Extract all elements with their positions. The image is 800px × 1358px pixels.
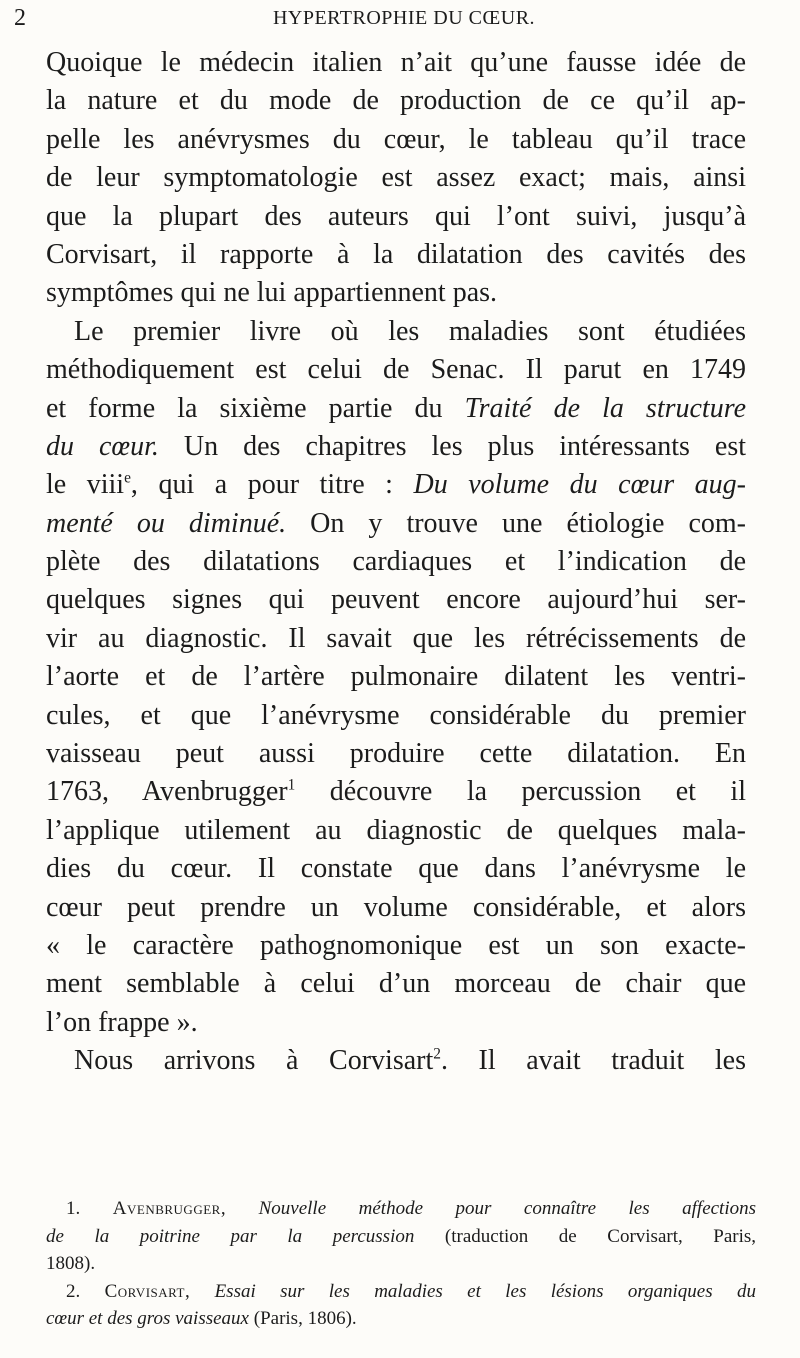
footnote-title: cœur et des gros vaisseaux [46, 1308, 249, 1329]
text-line [46, 1042, 746, 1080]
chapter-title: Du volume du cœur aug- [413, 469, 747, 501]
footnote-ref: 2 [433, 1045, 441, 1063]
text-line [46, 773, 746, 811]
footnote-1-line: 1808). [46, 1253, 96, 1274]
footnote-marker: 1. [66, 1198, 81, 1219]
footnote-title: Nouvelle méthode pour connaître les affections [258, 1198, 757, 1219]
text-run: Un des chapitres les plus intéressants est [183, 430, 747, 462]
text-line: Le premier livre où les maladies sont étudiées [74, 315, 746, 347]
footnote-note: (traduction de Corvisart, Paris, [444, 1225, 757, 1247]
text-run: , qui a pour titre : [130, 469, 393, 501]
text-line: quelques signes qui peuvent encore aujourd’hui ser- [46, 584, 746, 616]
footnote-note: (Paris, 1806). [253, 1308, 357, 1329]
text-line [46, 505, 746, 543]
text-run: On y trouve une étiologie com- [310, 507, 746, 539]
footnote-author: Avenbrugger, [112, 1198, 227, 1219]
text-run: Nous arrivons à Corvisart [74, 1045, 434, 1077]
text-run: découvre la percussion et il [295, 776, 746, 808]
footnote-title: de la poitrine par la percussion [46, 1225, 415, 1247]
text-line: ment semblable à celui d’un morceau de chair que [46, 968, 746, 1000]
text-run: 1763, Avenbrugger [46, 776, 288, 808]
footnotes [46, 1195, 756, 1333]
text-line [46, 390, 746, 428]
text-line: de leur symptomatologie est assez exact; mais, ainsi [46, 162, 746, 194]
text-line: la nature et du mode de production de ce qu’il ap- [46, 85, 746, 117]
superscript: e [124, 469, 131, 487]
text-line: cœur peut prendre un volume considérable, et alors [46, 891, 746, 923]
page-header [14, 5, 774, 37]
text-line: dies du cœur. Il constate que dans l’anévrysme le [46, 853, 746, 885]
text-line: Corvisart, il rapporte à la dilatation des cavités des [46, 238, 746, 270]
text-run: et forme la sixième partie du [46, 392, 443, 424]
text-line: l’applique utilement au diagnostic de quelques mala- [46, 814, 746, 846]
chapter-title: menté ou diminué. [46, 507, 287, 539]
footnote-ref: 1 [287, 777, 296, 795]
text-line: cules, et que l’anévrysme considérable du premier [46, 699, 746, 731]
text-line: vaisseau peut aussi produire cette dilatation. En [46, 738, 746, 770]
footnote-1-line [46, 1223, 756, 1251]
text-line: méthodiquement est celui de Senac. Il parut en 1749 [46, 354, 746, 386]
text-line [46, 466, 746, 504]
footnote-title: Essai sur les maladies et les lésions organiques du [214, 1280, 756, 1302]
text-line: plète des dilatations cardiaques et l’indication de [46, 546, 746, 578]
book-title: Traité de la structure [464, 392, 746, 424]
text-run: . Il avait traduit les [440, 1045, 746, 1077]
text-line [46, 428, 746, 466]
footnote-2-line [46, 1305, 756, 1333]
text-line: symptômes qui ne lui appartiennent pas. [46, 277, 498, 309]
running-title: HYPERTROPHIE DU CŒUR. [272, 7, 536, 29]
text-line: pelle les anévrysmes du cœur, le tableau qu’il trace [46, 123, 746, 155]
body-text [46, 44, 746, 1081]
page-number: 2 [14, 5, 26, 31]
text-line: vir au diagnostic. Il savait que les rétrécissements de [46, 622, 746, 654]
footnote-2-line [46, 1278, 756, 1306]
text-line: « le caractère pathognomonique est un son exacte- [46, 929, 746, 961]
footnote-author: Corvisart, [104, 1280, 191, 1302]
text-line: que la plupart des auteurs qui l’ont suivi, jusqu’à [46, 200, 746, 232]
footnote-marker: 2. [66, 1280, 81, 1302]
text-line: Quoique le médecin italien n’ait qu’une fausse idée de [46, 47, 746, 78]
text-run: le viii [46, 469, 125, 501]
footnote-1-line [46, 1195, 756, 1223]
book-title: du cœur. [46, 430, 159, 462]
text-line: l’on frappe ». [46, 1006, 198, 1038]
text-line: l’aorte et de l’artère pulmonaire dilatent les ventri- [46, 661, 746, 693]
